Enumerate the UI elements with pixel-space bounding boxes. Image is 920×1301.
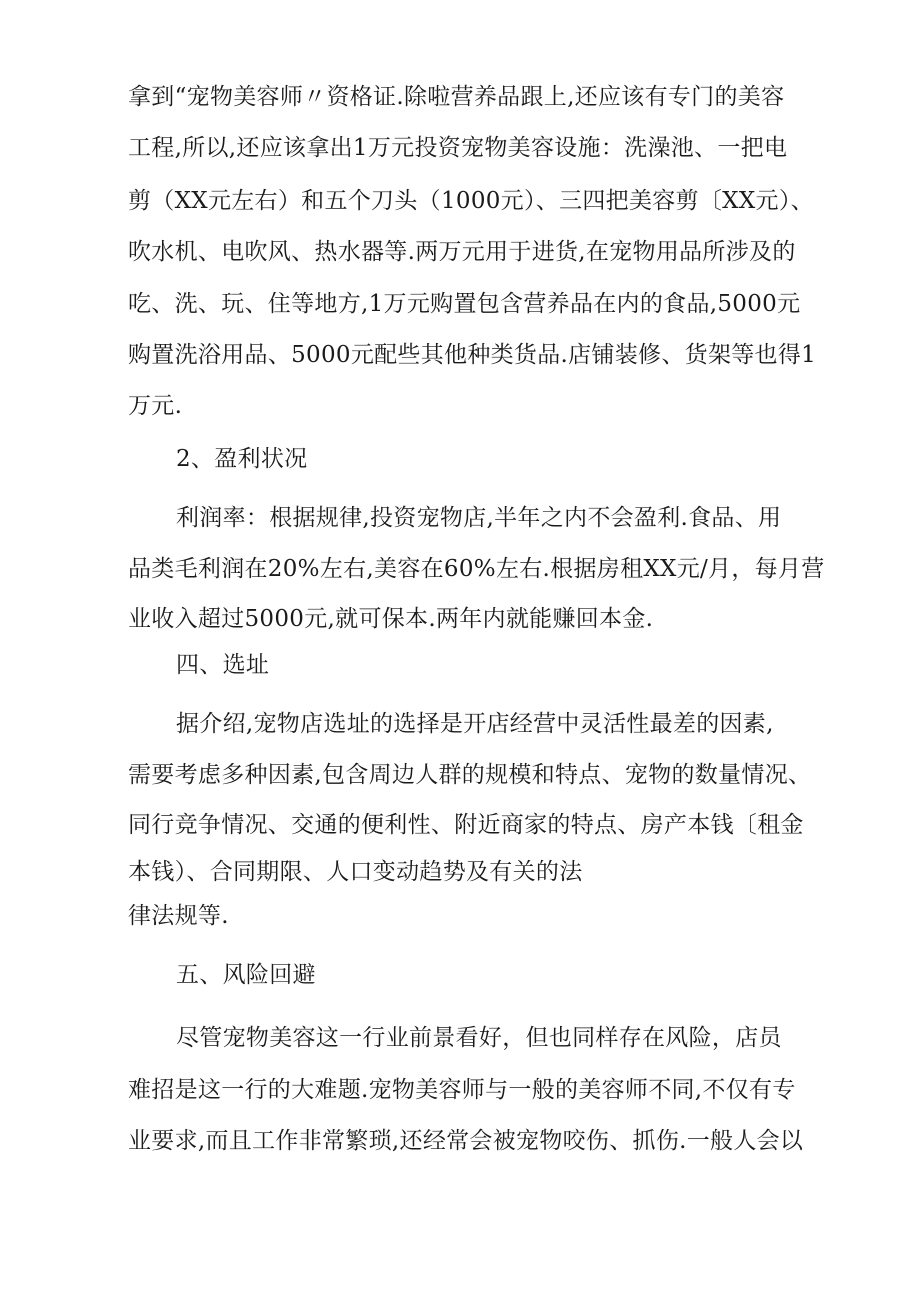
paragraph-line: 工程,所以,还应该拿出1万元投资宠物美容设施：洗澡池、一把电	[128, 135, 788, 161]
paragraph-line: 需要考虑多种因素,包含周边人群的规模和特点、宠物的数量情况、	[128, 762, 812, 788]
paragraph-line: 业收入超过5000元,就可保本.两年内就能赚回本金.	[128, 606, 654, 632]
paragraph-line: 业要求,而且工作非常繁琐,还经常会被宠物咬伤、抓伤.一般人会以	[128, 1128, 804, 1154]
paragraph-line: 品类毛利润在20%左右,美容在60%左右.根据房租XX元/月，每月营	[128, 556, 825, 582]
section-heading-location: 四、选址	[176, 652, 270, 678]
paragraph-line: 同行竞争情况、交通的便利性、附近商家的特点、房产本钱〔租金	[128, 812, 804, 838]
paragraph-line: 剪（XX元左右）和五个刀头（1000元）、三四把美容剪〔XX元）、	[128, 188, 814, 214]
paragraph-line: 吹水机、电吹风、热水器等.两万元用于进货,在宠物用品所涉及的	[128, 239, 796, 265]
paragraph-line: 难招是这一行的大难题.宠物美容师与一般的美容师不同,不仅有专	[128, 1077, 796, 1103]
paragraph-line: 律法规等.	[128, 903, 229, 929]
paragraph-line: 据介绍,宠物店选址的选择是开店经营中灵活性最差的因素,	[176, 711, 774, 737]
paragraph-line: 购置洗浴用品、5000元配些其他种类货品.店铺装修、货架等也得1	[128, 342, 817, 368]
paragraph-line: 尽管宠物美容这一行业前景看好，但也同样存在风险，店员	[176, 1025, 782, 1051]
paragraph-line: 吃、洗、玩、住等地方,1万元购置包含营养品在内的食品,5000元	[128, 291, 801, 317]
paragraph-line: 利润率：根据规律,投资宠物店,半年之内不会盈利.食品、用	[176, 505, 782, 531]
paragraph-line: 拿到“宠物美容师〃资格证.除啦营养品跟上,还应该有专门的美容	[128, 84, 785, 110]
section-heading-risk: 五、风险回避	[176, 962, 316, 988]
paragraph-line: 万元.	[128, 393, 183, 419]
paragraph-line: 本钱）、合同期限、人口变动趋势及有关的法	[128, 859, 583, 885]
section-heading-profit: 2、盈利状况	[176, 446, 308, 472]
